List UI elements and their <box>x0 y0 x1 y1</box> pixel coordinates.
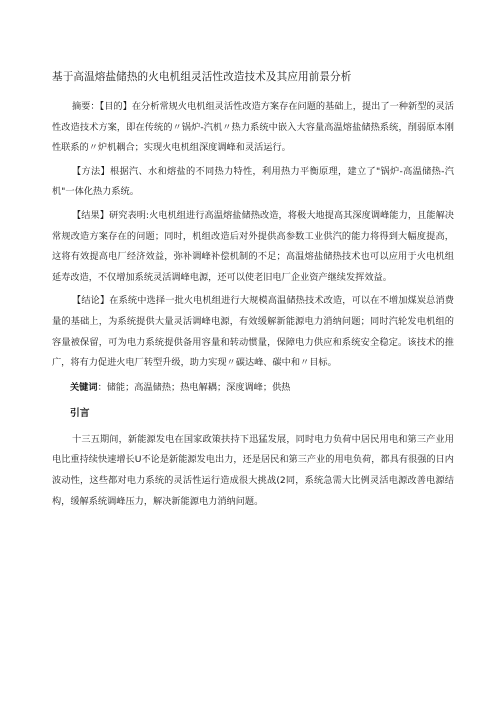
abstract-method: 【方法】根据汽、水和熔盐的不同热力特性，利用热力平衡原理，建立了"锅炉-高温储热-汽机"一体化热力系统。 <box>52 165 454 198</box>
intro-heading: 引言 <box>70 407 90 419</box>
intro-paragraph: 十三五期间，新能源发电在国家政策扶持下迅猛发展，同时电力负荷中居民用电和第三产业用电比重持续快速增长U不论是新能源发电出力，还是居民和第三产业的用电负荷，都具有很强的日内波动性，这些都对电力系统的灵活性运行造成很大挑战(2同，系统急需大比例灵活电源改善电源结构，缓解系统调峰压力，解决新能源电力消纳问题。 <box>52 433 454 507</box>
abstract-objective: 摘要：【目的】在分析常规火电机组灵活性改造方案存在问题的基础上，提出了一种新型的灵活性改造技术方案，即在传统的〃锅炉-汽机〃热力系统中嵌入大容量高温熔盐储热系统，削弱原本刚性联系的〃炉机耦合；实现火电机组深度调峰和灵活运行。 <box>52 101 454 154</box>
keywords-text: ：储能；高温储热；热电解耦；深度调峰；供热 <box>97 381 291 393</box>
abstract-conclusion: 【结论】在系统中选择一批火电机组进行大规模高温储热技术改造，可以在不增加煤炭总消费量的基础上，为系统提供大量灵活调峰电源，有效缓解新能源电力消纳问题；同时汽轮发电机组的容量被保留，可为电力系统提供备用容量和转动惯量，保障电力供应和系统安全稳定。该技术的推广，将有力促进火电厂转型升级，助力实现〃碳达峰、碳中和〃目标。 <box>52 295 454 369</box>
abstract-result: 【结果】研究表明:火电机组进行高温熔盐储热改造，将极大地提高其深度调峰能力，且能解决常规改造方案存在的问题；同时，机组改造后对外提供高参数工业供汽的能力将得到大幅度提高，这将有效提高电厂经济效益，弥补调峰补偿机制的不足；高温熔盐储热技术也可以应用于火电机组延寿改造，不仅增加系统灵活调峰电源，还可以使老旧电厂企业资产继续发挥效益。 <box>52 209 454 283</box>
paper-title: 基于高温熔盐储热的火电机组灵活性改造技术及其应用前景分析 <box>52 71 352 83</box>
keywords-line <box>70 378 454 398</box>
keywords-label: 关键词 <box>70 381 98 393</box>
document-body <box>52 70 454 515</box>
